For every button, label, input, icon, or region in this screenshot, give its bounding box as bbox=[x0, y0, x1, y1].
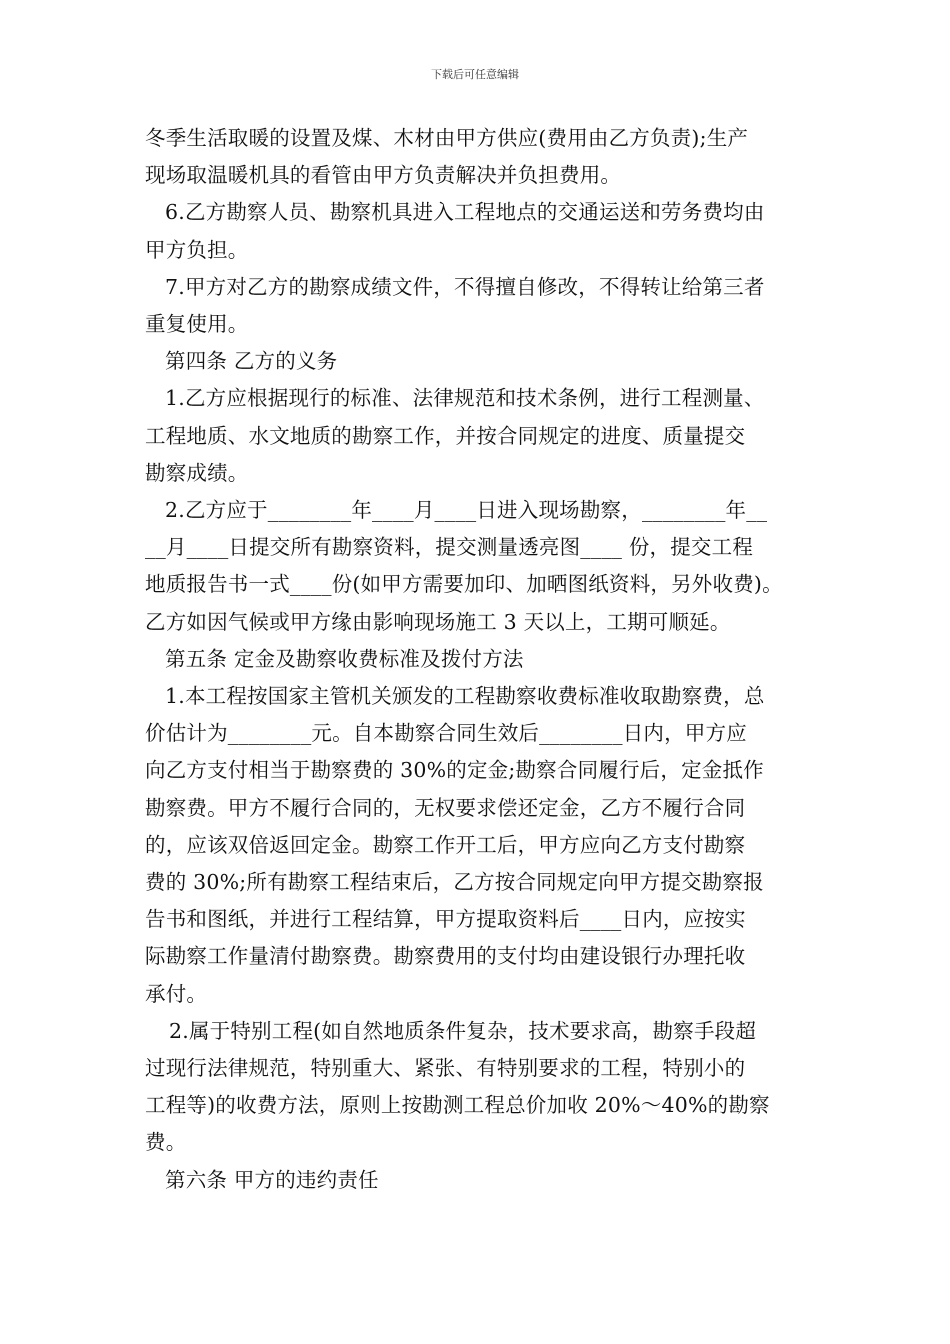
text-line: 勘察成绩。 bbox=[145, 460, 249, 485]
page-header-note: 下载后可任意编辑 bbox=[431, 68, 519, 81]
text-line: 价估计为________元。自本勘察合同生效后________日内，甲方应 bbox=[145, 721, 747, 746]
clause-item: 1.乙方应根据现行的标准、法律规范和技术条例，进行工程测量、 bbox=[165, 386, 765, 411]
text-line: 地质报告书一式____份(如甲方需要加印、加晒图纸资料，另外收费)。 bbox=[145, 572, 783, 597]
text-line: 工程等)的收费方法，原则上按勘测工程总价加收 20%～40%的勘察 bbox=[145, 1093, 770, 1118]
clause-item: 6.乙方勘察人员、勘察机具进入工程地点的交通运送和劳务费均由 bbox=[165, 200, 765, 225]
text-line: 费的 30%;所有勘察工程结束后，乙方按合同规定向甲方提交勘察报 bbox=[145, 870, 764, 895]
clause-item: 1.本工程按国家主管机关颁发的工程勘察收费标准收取勘察费，总 bbox=[165, 684, 765, 709]
text-line: 承付。 bbox=[145, 981, 208, 1006]
text-line: __月____日提交所有勘察资料，提交测量透亮图____ 份，提交工程 bbox=[145, 535, 754, 560]
article-heading: 第六条 甲方的违约责任 bbox=[165, 1167, 379, 1192]
text-line: 勘察费。甲方不履行合同的，无权要求偿还定金，乙方不履行合同 bbox=[145, 795, 746, 820]
clause-item: 2.乙方应于________年____月____日进入现场勘察，________年__ bbox=[165, 498, 768, 523]
text-line: 的，应该双倍返回定金。勘察工作开工后，甲方应向乙方支付勘察 bbox=[145, 832, 746, 857]
article-heading: 第四条 乙方的义务 bbox=[165, 349, 338, 374]
text-line: 际勘察工作量清付勘察费。勘察费用的支付均由建设银行办理托收 bbox=[145, 944, 746, 969]
text-line: 费。 bbox=[145, 1130, 187, 1155]
text-line: 现场取温暖机具的看管由甲方负责解决并负担费用。 bbox=[145, 163, 622, 188]
text-line: 乙方如因气候或甲方缘由影响现场施工 3 天以上，工期可顺延。 bbox=[145, 609, 731, 634]
text-line: 冬季生活取暖的设置及煤、木材由甲方供应(费用由乙方负责);生产 bbox=[145, 126, 749, 150]
text-line: 重复使用。 bbox=[145, 312, 249, 337]
clause-item: 7.甲方对乙方的勘察成绩文件，不得擅自修改，不得转让给第三者 bbox=[165, 274, 765, 299]
text-line: 告书和图纸，并进行工程结算，甲方提取资料后____日内，应按实 bbox=[145, 907, 746, 932]
text-line: 过现行法律规范，特别重大、紧张、有特别要求的工程，特别小的 bbox=[145, 1056, 746, 1081]
text-line: 甲方负担。 bbox=[145, 237, 249, 262]
text-line: 工程地质、水文地质的勘察工作，并按合同规定的进度、质量提交 bbox=[145, 423, 746, 448]
document-body bbox=[145, 120, 810, 1199]
article-heading: 第五条 定金及勘察收费标准及拨付方法 bbox=[165, 646, 524, 671]
clause-item: 2.属于特别工程(如自然地质条件复杂，技术要求高，勘察手段超 bbox=[169, 1018, 757, 1043]
text-line: 向乙方支付相当于勘察费的 30%的定金;勘察合同履行后，定金抵作 bbox=[145, 758, 764, 783]
